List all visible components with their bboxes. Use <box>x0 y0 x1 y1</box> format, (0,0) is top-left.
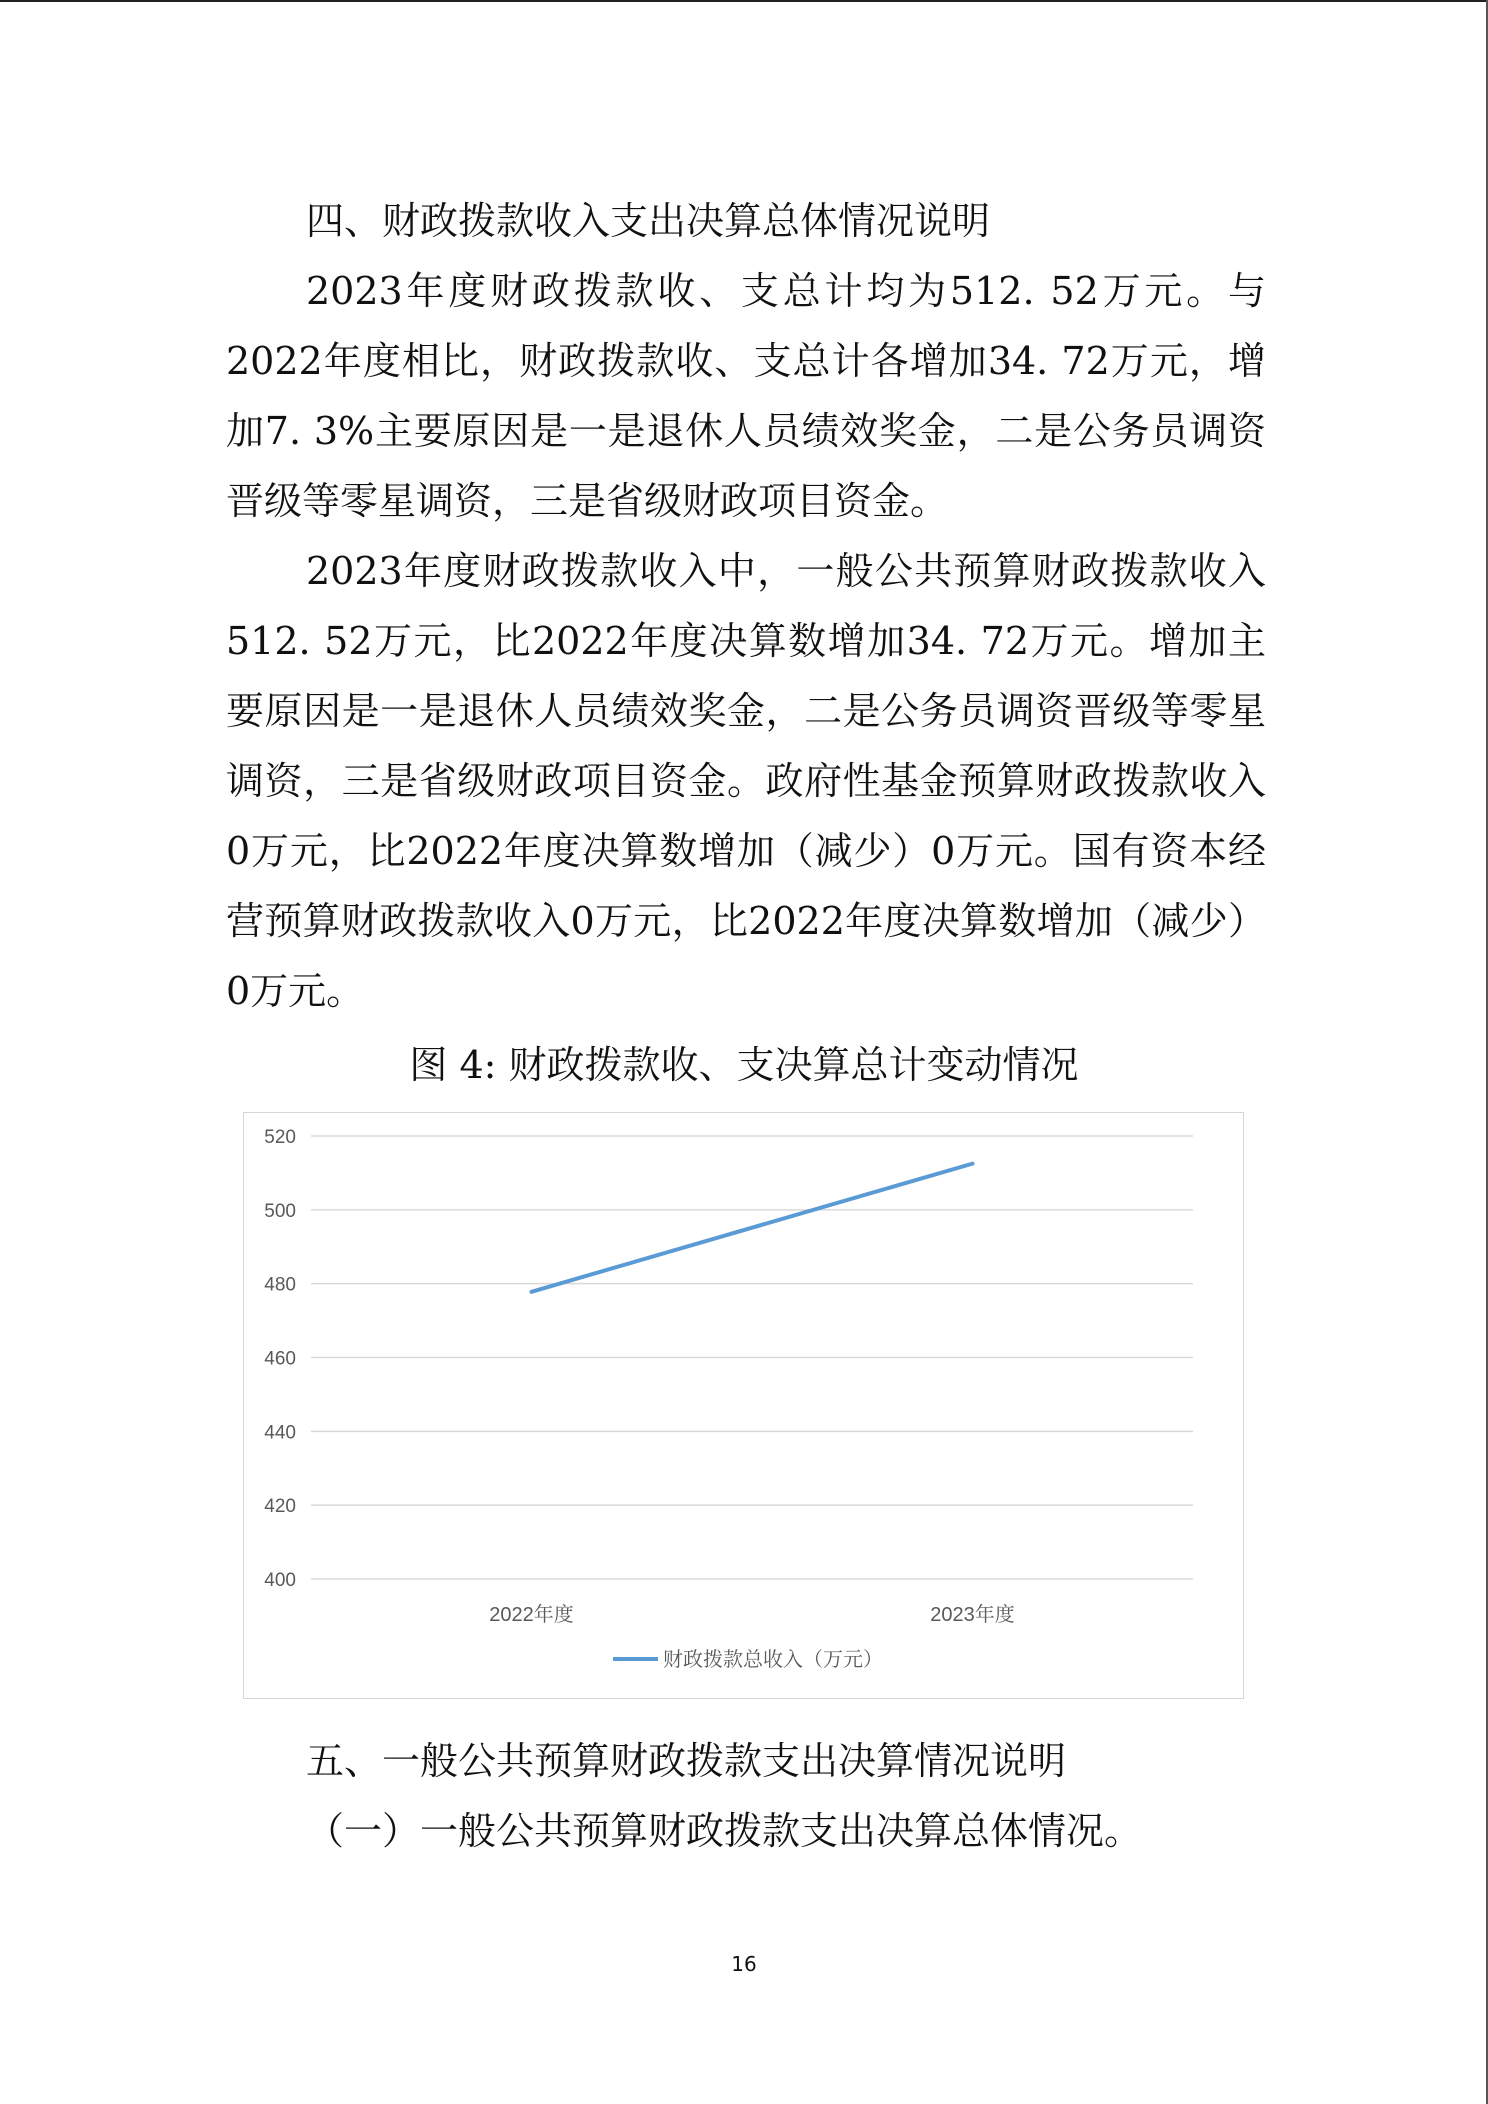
y-tick-label: 520 <box>264 1127 296 1148</box>
y-tick-label: 500 <box>264 1200 296 1222</box>
paragraph-total: 2023年度财政拨款收、支总计均为512. 52万元。与2022年度相比，财政拨款收、支总计各增加34. 72万元，增加7. 3%主要原因是一是退休人员绩效奖金，二是公务员调资晋级等零星调资，三是省级财政项目资金。 <box>226 269 1266 523</box>
top-border <box>0 0 1488 2</box>
paragraph-income-detail: 2023年度财政拨款收入中，一般公共预算财政拨款收入512. 52万元，比2022年度决算数增加34. 72万元。增加主要原因是一是退休人员绩效奖金，二是公务员调资晋级等零星调资，三是省级财政项目资金。政府性基金预算财政拨款收入0万元，比2022年度决算数增加（减少）0万元。国有资本经营预算财政拨款收入0万元，比2022年度决算数增加（减少）0万元。 <box>226 549 1266 1013</box>
series-line <box>532 1164 973 1292</box>
x-tick-label: 2022年度 <box>489 1604 574 1626</box>
x-tick-label: 2023年度 <box>930 1604 1015 1626</box>
section-5-subheading: （一）一般公共预算财政拨款支出决算总体情况。 <box>306 1809 1143 1853</box>
legend-label: 财政拨款总收入（万元） <box>663 1649 883 1671</box>
chart-canvas <box>244 1113 1245 1700</box>
y-tick-label: 440 <box>264 1422 296 1444</box>
y-tick-label: 460 <box>264 1348 296 1370</box>
section-4-body <box>226 256 1266 1026</box>
y-tick-label: 420 <box>264 1496 296 1518</box>
page-number: 16 <box>731 1952 757 1976</box>
line-chart <box>243 1112 1244 1699</box>
figure-caption: 图 4: 财政拨款收、支决算总计变动情况 <box>409 1043 1079 1087</box>
y-tick-label: 480 <box>264 1274 296 1296</box>
y-tick-label: 400 <box>264 1570 296 1591</box>
section-4-heading: 四、财政拨款收入支出决算总体情况说明 <box>306 199 991 243</box>
section-5-heading: 五、一般公共预算财政拨款支出决算情况说明 <box>306 1739 1067 1783</box>
